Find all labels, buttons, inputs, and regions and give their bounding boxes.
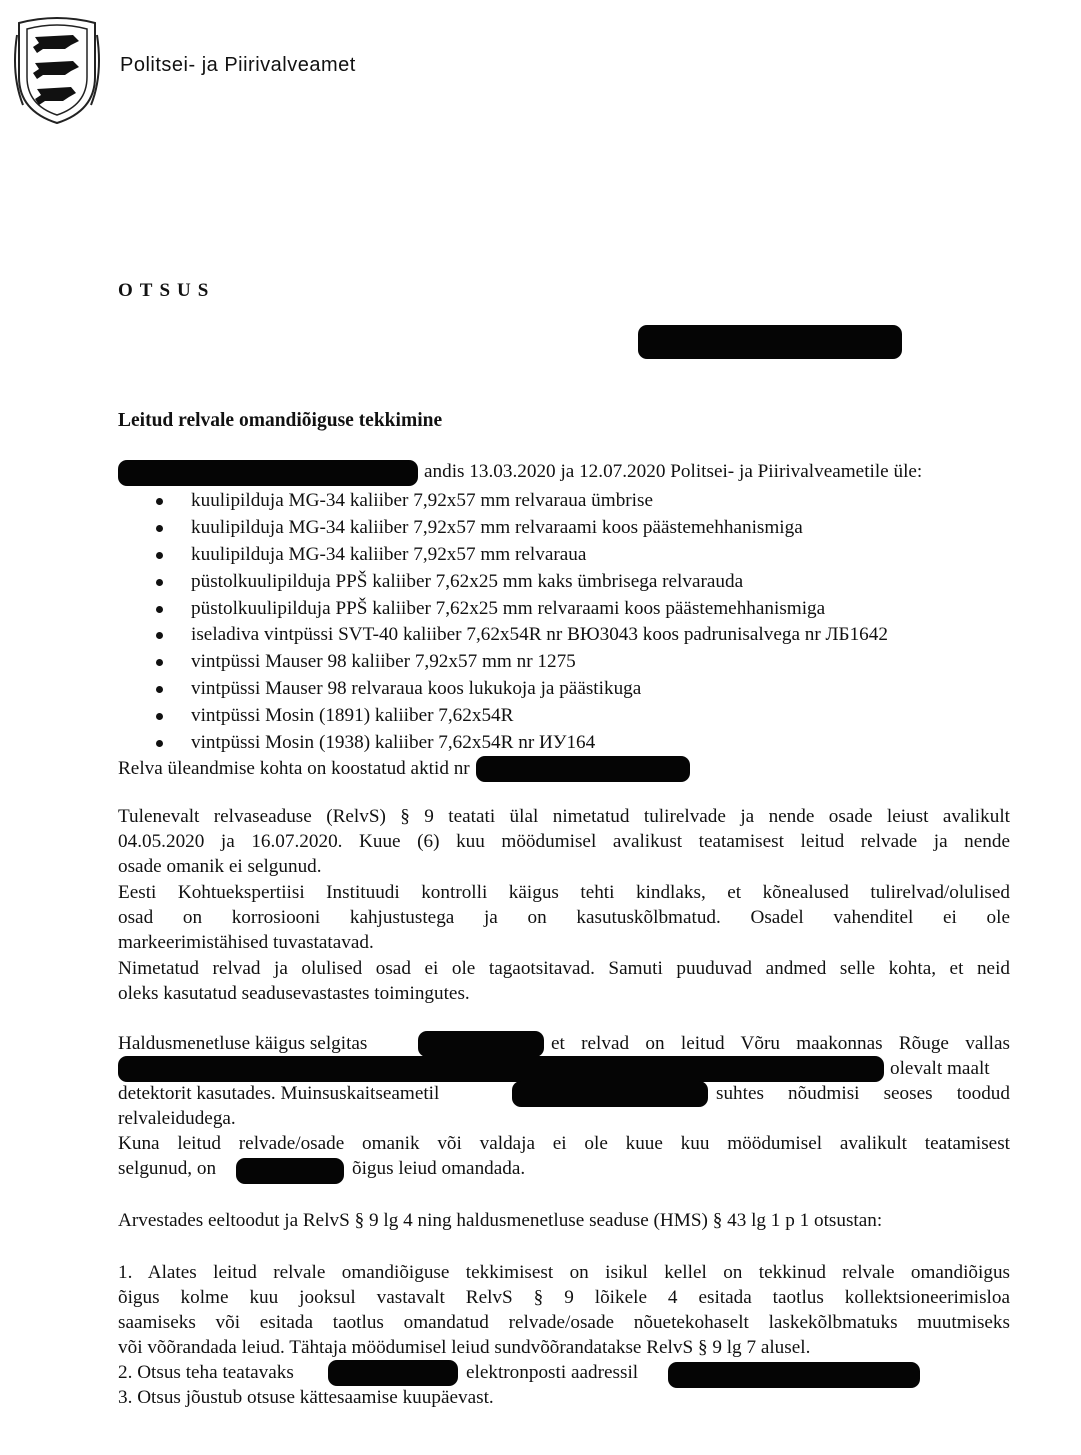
redacted-person-name (236, 1158, 344, 1184)
redacted-text (512, 1081, 708, 1107)
paragraph-line: Eesti Kohtuekspertiisi Instituudi kontrolli käigus tehti kindlaks, et kõnealused tulirelvad/olulised (118, 882, 1010, 903)
coat-of-arms-logo (13, 15, 101, 127)
decision-item-line: 1. Alates leitud relvale omandiõiguse tekkimisest on isikul kellel on tekkinud relvale omandiõigus (118, 1262, 1010, 1283)
paragraph-line: 04.05.2020 ja 16.07.2020. Kuue (6) kuu möödumisel avalikust teatamisest leitud relvade ja nende (118, 831, 1010, 852)
redacted-act-numbers (476, 756, 690, 782)
section-heading: Leitud relvale omandiõiguse tekkimine (118, 410, 443, 431)
decision-item-fragment: elektronposti aadressil (466, 1362, 639, 1383)
redacted-person-name (418, 1031, 544, 1057)
paragraph-line: markeerimistähised tuvastatavad. (118, 932, 374, 953)
agency-name: Politsei- ja Piirivalveamet (120, 54, 356, 76)
acts-text: Relva üleandmise kohta on koostatud aktid nr (118, 758, 470, 779)
paragraph-line: osade omanik ei selgunud. (118, 856, 322, 877)
paragraph-line: Tulenevalt relvaseaduse (RelvS) § 9 teatati ülal nimetatud tulirelvade ja nende osade leiust avalikult (118, 806, 1010, 827)
decision-item-line: 3. Otsus jõustub otsuse kättesaamise kuupäevast. (118, 1387, 494, 1408)
paragraph-fragment: suhtes nõudmisi seoses toodud (716, 1083, 1010, 1104)
document-title: OTSUS (118, 280, 216, 301)
decision-basis: Arvestades eeltoodut ja RelvS § 9 lg 4 ning haldusmenetluse seaduse (HMS) § 43 lg 1 p 1 otsustan: (118, 1210, 883, 1231)
intro-text: andis 13.03.2020 ja 12.07.2020 Politsei- ja Piirivalveametile üle: (424, 461, 923, 482)
paragraph-line: Kuna leitud relvade/osade omanik või valdaja ei ole kuue kuu möödumisel avalikult teatamisest (118, 1133, 1010, 1154)
paragraph-fragment: Haldusmenetluse käigus selgitas (118, 1033, 368, 1054)
paragraph-fragment: detektorit kasutades. Muinsuskaitseametil (118, 1083, 440, 1104)
decision-item-line: õigus kolme kuu jooksul vastavalt RelvS § 9 lõikele 4 esitada taotlus kollektsioneerimisloa (118, 1287, 1010, 1308)
paragraph-fragment: olevalt maalt (890, 1058, 990, 1079)
decision-item-fragment: 2. Otsus teha teatavaks (118, 1362, 294, 1383)
paragraph-line: oleks kasutatud seadusevastastes toimingutes. (118, 983, 470, 1004)
redacted-person-name (328, 1360, 458, 1386)
paragraph-line: Nimetatud relvad ja olulised osad ei ole tagaotsitavad. Samuti puuduvad andmed selle kohta, et neid (118, 958, 1010, 979)
decision-item-line: saamiseks või esitada taotlus omandatud relvade/osade nõuetekohaselt laskekõlbmatuks muutmiseks (118, 1312, 1010, 1333)
redacted-person-name (118, 460, 418, 486)
redacted-reference-number (638, 325, 902, 359)
paragraph-line: osad on korrosiooni kahjustustega ja on kasutuskõlbmatud. Osadel vahenditel ei ole (118, 907, 1010, 928)
redacted-email-address (668, 1362, 920, 1388)
paragraph-fragment: et relvad on leitud Võru maakonnas Rõuge vallas (551, 1033, 1010, 1054)
paragraph-fragment: relvaleidudega. (118, 1108, 236, 1129)
paragraph-fragment: õigus leiud omandada. (352, 1158, 526, 1179)
redacted-location (118, 1056, 884, 1082)
paragraph-fragment: selgunud, on (118, 1158, 217, 1179)
decision-item-line: või võõrandada leiud. Tähtaja möödumisel leiud sundvõõrandatakse RelvS § 9 lg 7 alusel. (118, 1337, 811, 1358)
